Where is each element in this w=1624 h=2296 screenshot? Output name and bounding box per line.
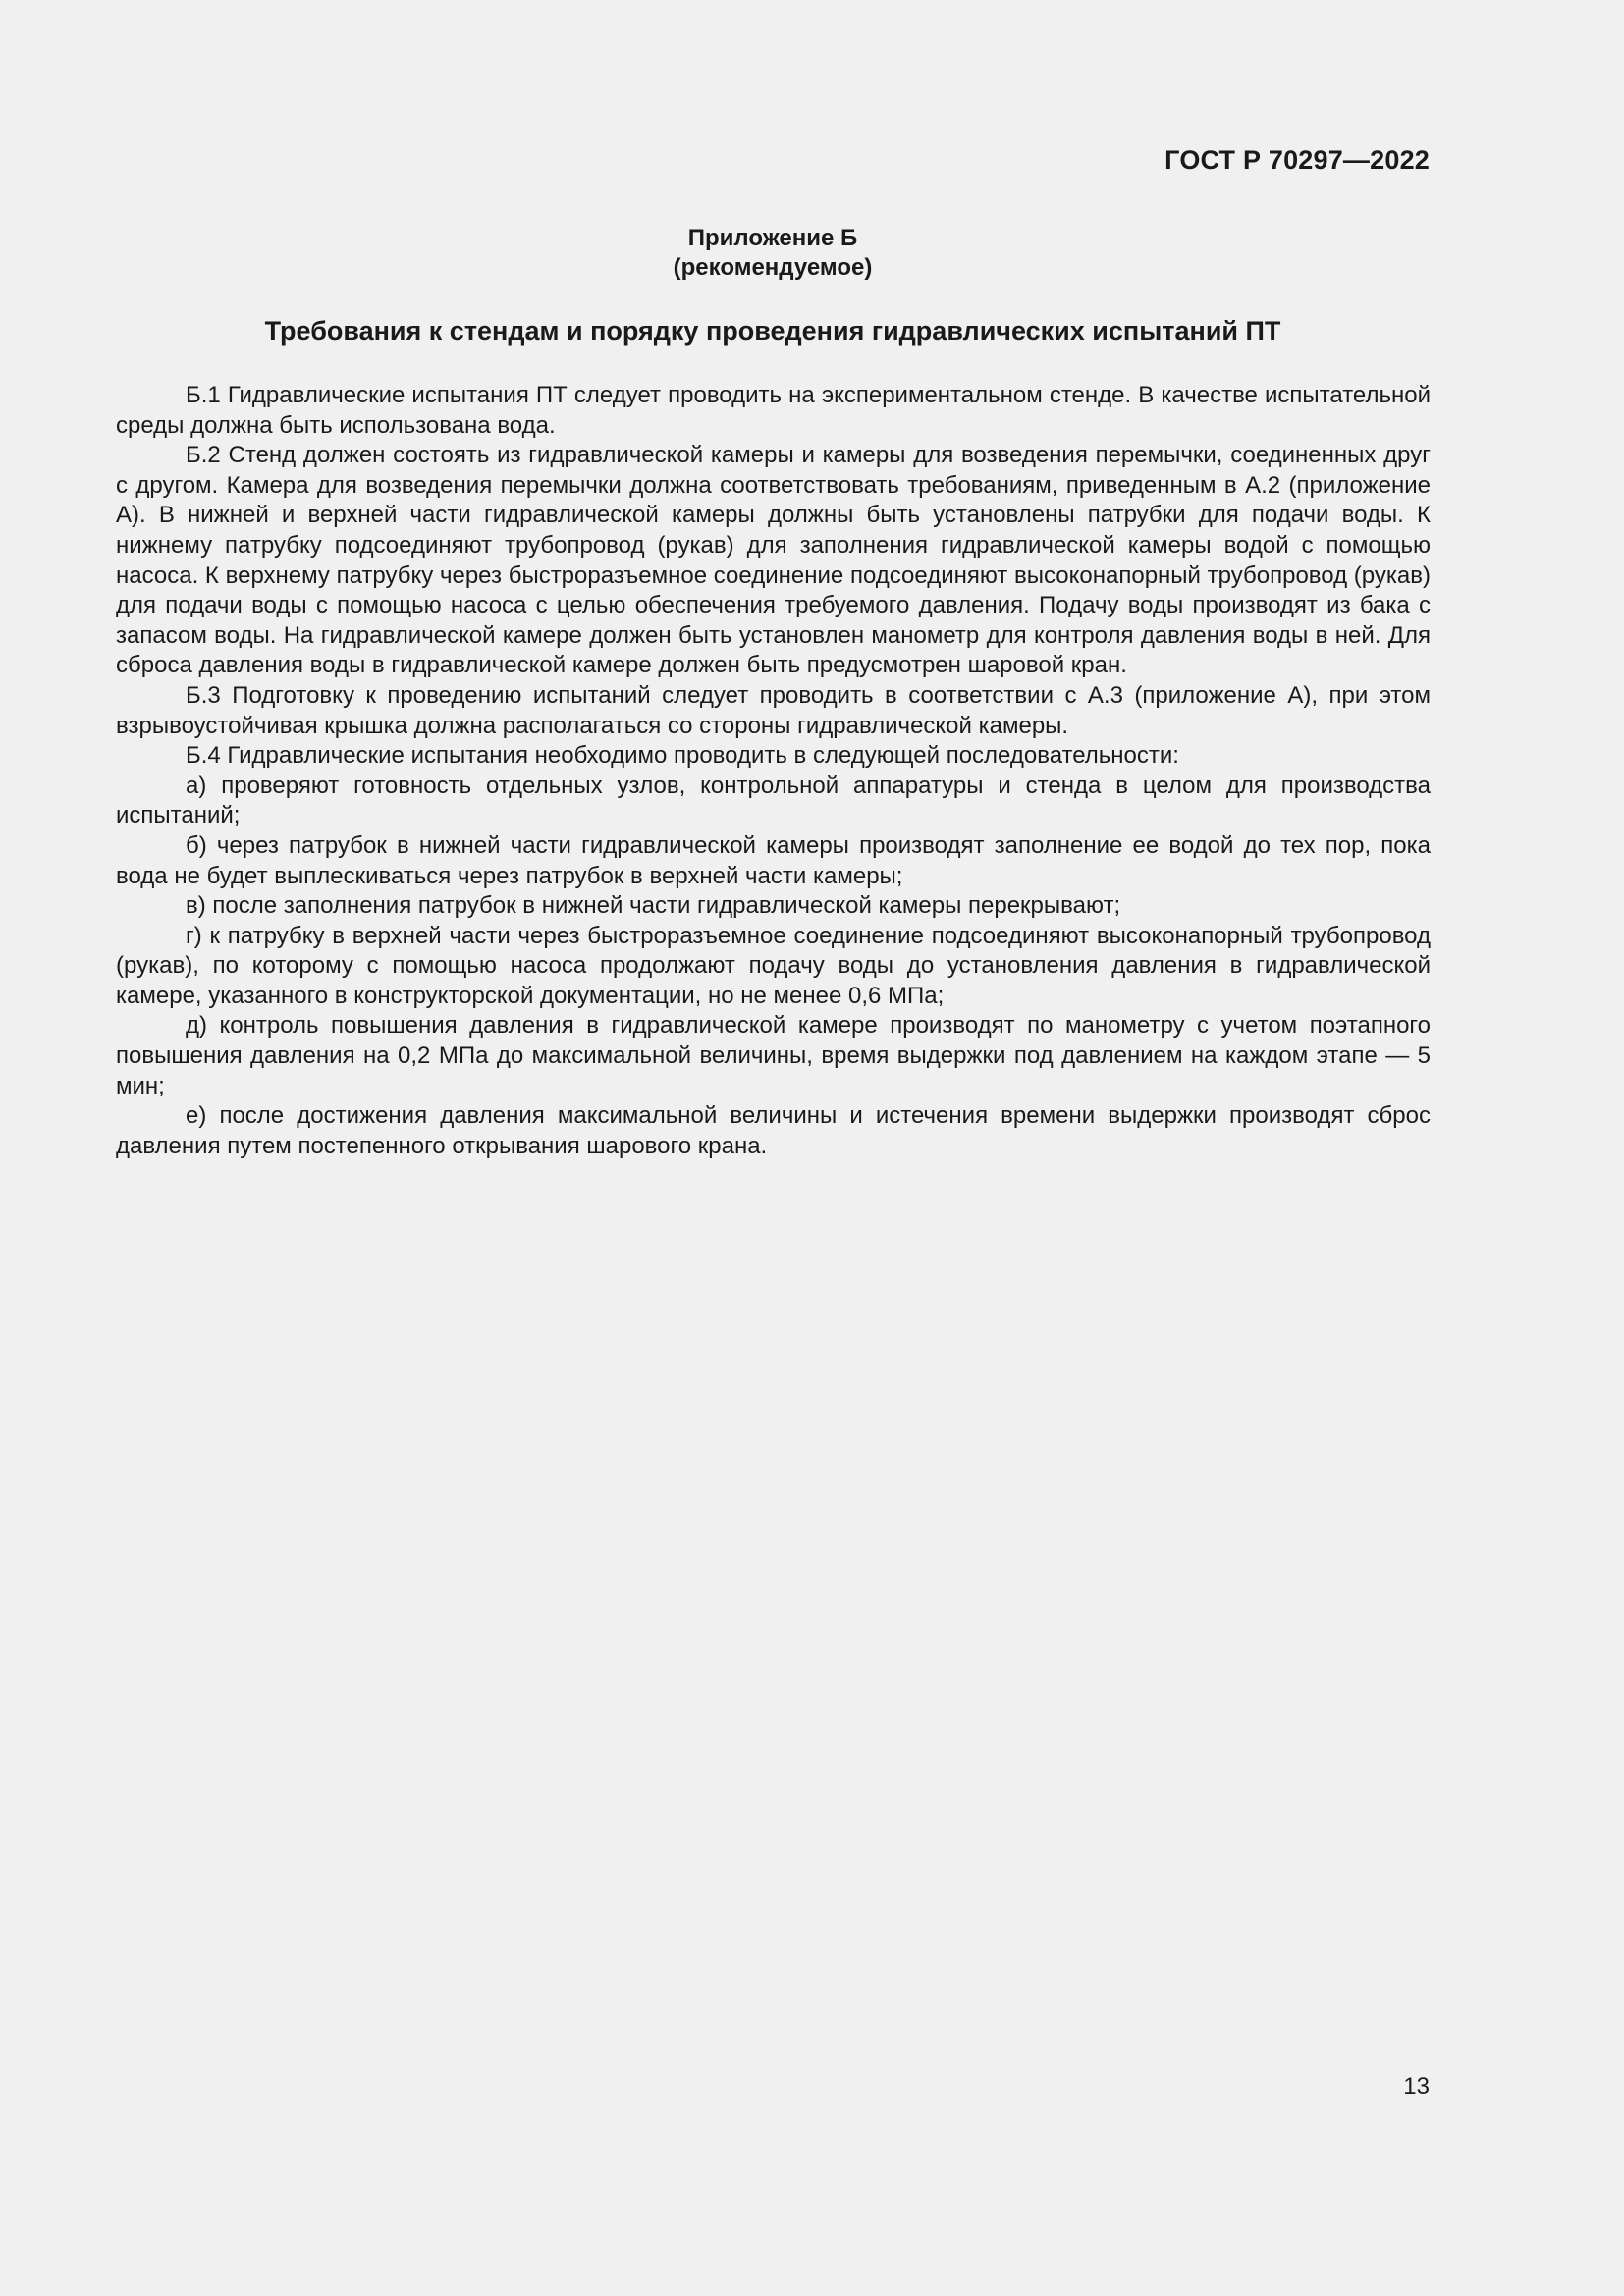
list-item-d: д) контроль повышения давления в гидравлической камере производят по манометру с учетом поэтапного повышения давления на 0,2 МПа до максимальной величины, время выдержки под давлением на каждом этапе — 5 мин; (116, 1012, 1431, 1099)
list-item-b: б) через патрубок в нижней части гидравлической камеры производят заполнение ее водой до тех пор, пока вода не будет выплескиваться через патрубок в верхней части камеры; (116, 831, 1431, 889)
list-item-e: е) после достижения давления максимальной величины и истечения времени выдержки производят сброс давления путем постепенного открывания шарового крана. (116, 1102, 1431, 1159)
body-text (116, 381, 1431, 1161)
appendix-title: Приложение Б (687, 225, 858, 251)
page-number: 13 (1403, 2073, 1430, 2100)
appendix-heading (0, 224, 1545, 283)
list-item-a: а) проверяют готовность отдельных узлов, контрольной аппаратуры и стенда в целом для производства испытаний; (116, 772, 1431, 829)
list-item-v: в) после заполнения патрубок в нижней части гидравлической камеры перекрывают; (186, 892, 1121, 920)
paragraph-b4: Б.4 Гидравлические испытания необходимо проводить в следующей последовательности: (186, 742, 1179, 770)
document-code: ГОСТ Р 70297—2022 (1164, 145, 1430, 175)
list-item-g: г) к патрубку в верхней части через быстроразъемное соединение подсоединяют высоконапорный трубопровод (рукав), по которому с помощью насоса продолжают подачу воды до установления давления в гидравлической камере, указанного в конструкторской документации, но не менее 0,6 МПа; (116, 922, 1431, 1009)
paragraph-b1: Б.1 Гидравлические испытания ПТ следует проводить на экспериментальном стенде. В качестве испытательной среды должна быть использована вода. (116, 382, 1431, 439)
paragraph-b2: Б.2 Стенд должен состоять из гидравлической камеры и камеры для возведения перемычки, соединенных друг с другом. Камера для возведения перемычки должна соответствовать требованиям, приведенным в А.2 (приложение А). В нижней и верхней части гидравлической камеры должны быть установлены патрубки для подачи воды. К нижнему патрубку подсоединяют трубопровод (рукав) для заполнения гидравлической камеры водой с помощью насоса. К верхнему патрубку через быстроразъемное соединение подсоединяют высоконапорный трубопровод (рукав) для подачи воды с помощью насоса с целью обеспечения требуемого давления. Подачу воды производят из бака с запасом воды. На гидравлической камере должен быть установлен манометр для контроля давления воды в ней. Для сброса давления воды в гидравлической камере должен быть предусмотрен шаровой кран. (116, 442, 1431, 679)
appendix-status: (рекомендуемое) (673, 254, 873, 281)
paragraph-b3: Б.3 Подготовку к проведению испытаний следует проводить в соответствии с А.3 (приложение А), при этом взрывоустойчивая крышка должна располагаться со стороны гидравлической камеры. (116, 681, 1431, 739)
section-title: Требования к стендам и порядку проведения гидравлических испытаний ПТ (264, 316, 1281, 346)
